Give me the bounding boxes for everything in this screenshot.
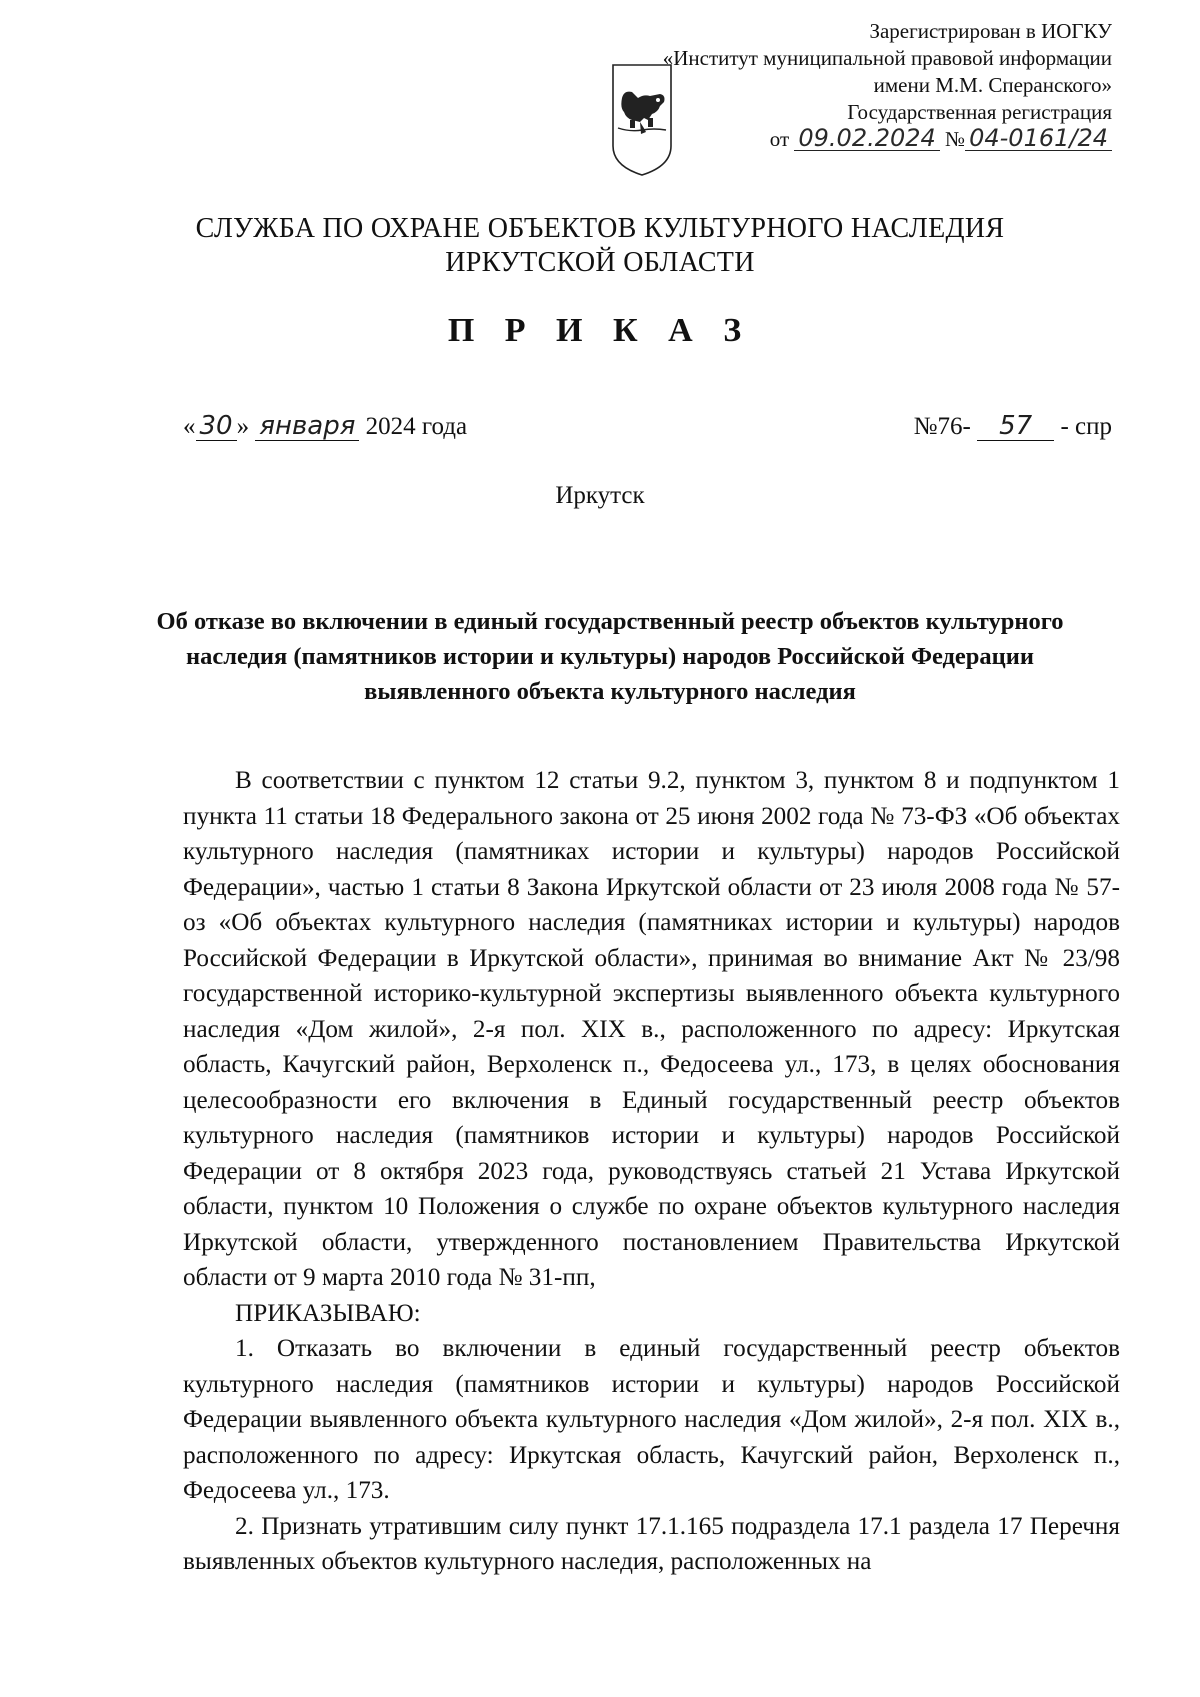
order-item-2: 2. Признать утратившим силу пункт 17.1.165 подраздела 17.1 раздела 17 Перечня выявленных объектов культурного наследия, расположенных на [183,1512,1120,1575]
order-number-prefix: №76- [913,413,971,440]
registration-line-3: имени М.М. Сперанского» [873,73,1112,97]
order-item-1: 1. Отказать во включении в единый государственный реестр объектов культурного наследия (памятников истории и культуры) народов Российской Федерации выявленного объекта культурного наследия «Дом жилой», 2-я пол. XIX в., расположенного по адресу: Иркутская область, Качугский район, Верхоленск п., Федосеева ул., 173. [183,1335,1120,1504]
date-year: 2024 года [365,413,468,440]
date-month: января [255,412,359,441]
document-type-title: П Р И К А З [447,312,753,349]
registration-line-1: Зарегистрирован в ИОГКУ [869,19,1112,43]
registration-line-2: «Институт муниципальной правовой информации [662,46,1112,70]
order-number [914,412,1112,441]
agency-name-line-1: СЛУЖБА ПО ОХРАНЕ ОБЪЕКТОВ КУЛЬТУРНОГО НАСЛЕДИЯ [195,213,1005,244]
date-close-quote: » [236,413,250,440]
registration-date-number [663,126,1112,153]
registration-number-value: 04-0161/24 [965,126,1112,151]
order-number-value: 57 [977,412,1054,441]
order-subject: Об отказе во включении в единый государственный реестр объектов культурного наследия (памятников истории и культуры) народов Российской Федерации выявленного объекта культурного наследия [156,608,1064,705]
registration-line-4: Государственная регистрация [847,100,1112,124]
irkutsk-coat-of-arms-icon [610,62,674,178]
city: Иркутск [555,482,645,509]
date-open-quote: « [183,413,196,440]
order-body [183,763,1120,1580]
order-date [183,412,467,441]
preamble-paragraph: В соответствии с пунктом 12 статьи 9.2, пунктом 3, пунктом 8 и подпунктом 1 пункта 11 статьи 18 Федерального закона от 25 июня 2002 года № 73-ФЗ «Об объектах культурного наследия (памятниках истории и культуры) народов Российской Федерации», частью 1 статьи 8 Закона Иркутской области от 23 июля 2008 года № 57-оз «Об объектах культурного наследия (памятниках истории и культуры) народов Российской Федерации в Иркутской области», принимая во внимание Акт № 23/98 государственной историко-культурной экспертизы выявленного объекта культурного наследия «Дом жилой», 2-я пол. XIX в., расположенного по адресу: Иркутская область, Качугский район, Верхоленск п., Федосеева ул., 173, в целях обоснования целесообразности его включения в Единый государственный реестр объектов культурного наследия (памятников истории и культуры) народов Российской Федерации от 8 октября 2023 года, руководствуясь статьей 21 Устава Иркутской области, пунктом 10 Положения о службе по охране объектов культурного наследия Иркутской области, утвержденного постановлением Правительства Иркутской области от 9 марта 2010 года № 31-пп, [183,767,1120,1291]
agency-name-line-2: ИРКУТСКОЙ ОБЛАСТИ [445,247,755,278]
order-keyword: ПРИКАЗЫВАЮ: [235,1299,421,1327]
order-number-suffix: - спр [1060,413,1112,440]
registration-stamp [663,18,1112,153]
registration-date-value: 09.02.2024 [794,126,939,151]
date-day: 30 [196,412,237,441]
registration-number-prefix: № [945,127,966,151]
agency-name [0,212,1200,280]
registration-date-prefix: от [769,127,790,151]
